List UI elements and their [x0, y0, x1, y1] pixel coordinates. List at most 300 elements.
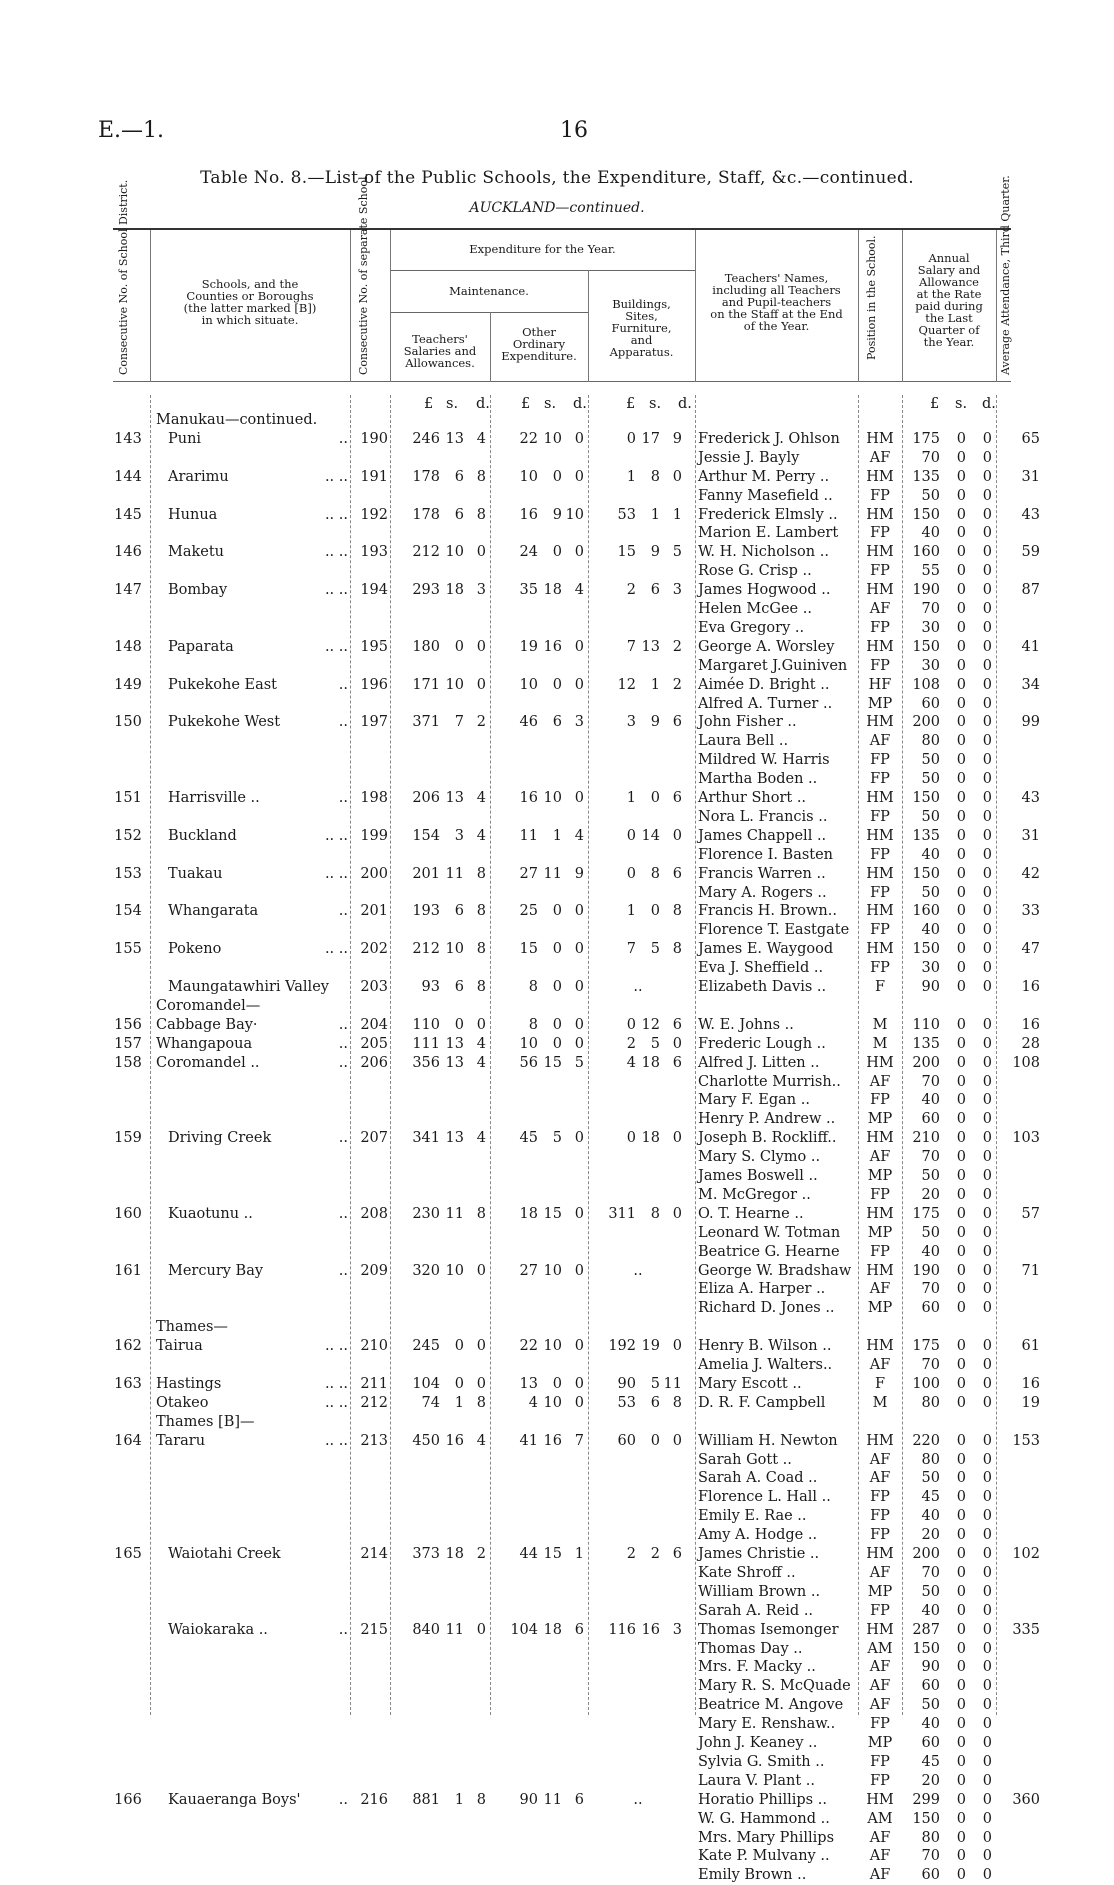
- school-name: Kuaotunu ..: [168, 1205, 253, 1222]
- annual-shillings: 0: [956, 771, 966, 788]
- teacher-name: Mary S. Clymo ..: [698, 1149, 821, 1166]
- other-pence: 0: [574, 638, 584, 655]
- annual-shillings: 0: [956, 1394, 966, 1411]
- salary-pence: 0: [476, 1375, 486, 1392]
- salary-pence: 0: [476, 1016, 486, 1033]
- annual-pence: 0: [982, 695, 992, 712]
- buildings-pence: 0: [672, 1338, 682, 1355]
- annual-pence: 0: [982, 1357, 992, 1373]
- separate-no: 212: [360, 1394, 388, 1411]
- salary-pence: 0: [476, 638, 486, 655]
- school-name: Hastings: [156, 1375, 222, 1392]
- school-name: Paparata: [168, 638, 234, 655]
- annual-pounds: 100: [912, 1375, 940, 1392]
- teacher-name: John Fisher ..: [698, 714, 797, 731]
- annual-pence: 0: [982, 1470, 992, 1487]
- salary-shillings: 11: [445, 865, 464, 882]
- school-leader: ..: [338, 1262, 348, 1279]
- annual-pounds: 190: [912, 1262, 940, 1279]
- buildings-pounds: 7: [626, 941, 636, 958]
- annual-shillings: 0: [956, 638, 966, 655]
- salary-pence: 0: [476, 1262, 486, 1279]
- salary-shillings: 11: [445, 1205, 464, 1222]
- buildings-pence: 2: [672, 676, 682, 693]
- annual-shillings: 0: [956, 1300, 966, 1317]
- buildings-pence: 0: [672, 827, 682, 844]
- position: FP: [870, 1489, 890, 1506]
- col-sep-9: [996, 230, 997, 382]
- buildings-shillings: 14: [641, 827, 660, 844]
- annual-pounds: 50: [921, 1470, 940, 1487]
- salary-shillings: 18: [445, 1546, 464, 1562]
- buildings-pence: 6: [672, 790, 682, 806]
- sal-pence: d.: [476, 396, 490, 412]
- buildings-shillings: 8: [650, 1205, 660, 1222]
- annual-pounds: 70: [921, 449, 940, 466]
- attendance: 33: [1021, 903, 1040, 920]
- table-row: [0, 1641, 1114, 1659]
- district-heading: Manukau—continued.: [156, 412, 318, 428]
- annual-shillings: 0: [956, 1829, 966, 1846]
- annual-shillings: 0: [956, 676, 966, 693]
- salary-shillings: 1: [454, 1394, 464, 1411]
- annual-pounds: 150: [912, 790, 940, 806]
- position: AF: [869, 1564, 891, 1581]
- position: FP: [870, 1753, 890, 1770]
- separate-no: 211: [360, 1375, 388, 1392]
- other-shillings: 0: [552, 676, 562, 693]
- annual-pence: 0: [982, 771, 992, 788]
- salary-pence: 8: [476, 468, 486, 485]
- annual-shillings: 0: [956, 827, 966, 844]
- position: HM: [866, 941, 894, 958]
- buildings-shillings: 8: [650, 468, 660, 485]
- salary-pounds: 881: [412, 1791, 440, 1808]
- salary-pence: 4: [476, 430, 486, 447]
- annual-pence: 0: [982, 1848, 992, 1865]
- annual-pence: 0: [982, 714, 992, 731]
- district-no: 166: [114, 1791, 142, 1808]
- other-pence: 5: [574, 1054, 584, 1071]
- salary-pounds: 245: [412, 1338, 440, 1355]
- separate-no: 194: [360, 582, 388, 599]
- separate-no: 200: [360, 865, 388, 882]
- table-row: [0, 1659, 1114, 1677]
- separate-no: 193: [360, 544, 388, 561]
- annual-shillings: 0: [956, 1735, 966, 1751]
- attendance: 19: [1021, 1394, 1040, 1411]
- position: HM: [866, 1338, 894, 1355]
- teacher-name: Emily E. Rae ..: [698, 1508, 807, 1525]
- annual-shillings: 0: [956, 1716, 966, 1733]
- annual-shillings: 0: [956, 1186, 966, 1203]
- position: FP: [870, 1243, 890, 1260]
- annual-pounds: 40: [921, 1716, 940, 1733]
- attendance: 335: [1012, 1621, 1040, 1638]
- teacher-name: Alfred J. Litten ..: [698, 1054, 820, 1071]
- header-separate-no: Consecutive No. of separate School.: [357, 173, 370, 375]
- buildings-shillings: 5: [650, 941, 660, 958]
- annual-pounds: 60: [921, 1300, 940, 1317]
- position: MP: [867, 1224, 893, 1241]
- district-no: 143: [114, 430, 142, 447]
- annual-shillings: 0: [956, 752, 966, 769]
- attendance: 34: [1021, 676, 1040, 693]
- other-pounds: 90: [519, 1791, 538, 1808]
- bld-pence: d.: [678, 396, 692, 412]
- attendance: 65: [1021, 430, 1040, 447]
- other-shillings: 10: [543, 790, 562, 806]
- position: FP: [870, 1186, 890, 1203]
- school-leader: .. ..: [324, 582, 348, 599]
- position: AF: [869, 1848, 891, 1865]
- annual-pence: 0: [982, 525, 992, 542]
- annual-pounds: 150: [912, 638, 940, 655]
- header-line: the Last: [925, 311, 973, 325]
- teacher-name: Laura Bell ..: [698, 733, 789, 750]
- district-no: 147: [114, 582, 142, 599]
- salary-pence: 8: [476, 1205, 486, 1222]
- school-leader: .. ..: [324, 1394, 348, 1411]
- annual-pence: 0: [982, 1281, 992, 1298]
- school-name: Pukekohe West: [168, 714, 281, 731]
- header-line: Salary and: [917, 263, 981, 277]
- buildings-pounds: 1: [626, 790, 636, 806]
- header-teachers: [695, 272, 858, 332]
- annual-shillings: 0: [956, 1016, 966, 1033]
- annual-pounds: 220: [912, 1432, 940, 1449]
- attendance: 31: [1021, 827, 1040, 844]
- annual-shillings: 0: [956, 790, 966, 806]
- annual-shillings: 0: [956, 1564, 966, 1581]
- annual-shillings: 0: [956, 1111, 966, 1128]
- salary-shillings: 13: [445, 790, 464, 806]
- school-leader: ..: [338, 1054, 348, 1071]
- school-name: Kauaeranga Boys': [168, 1791, 301, 1808]
- teacher-name: Arthur M. Perry ..: [698, 468, 830, 485]
- annual-pence: 0: [982, 808, 992, 825]
- annual-shillings: 0: [956, 1205, 966, 1222]
- position: AM: [867, 1810, 893, 1827]
- salary-pence: 4: [476, 1432, 486, 1449]
- other-shillings: 15: [543, 1546, 562, 1562]
- district-no: 150: [114, 714, 142, 731]
- annual-shillings: 0: [956, 525, 966, 542]
- annual-shillings: 0: [956, 1640, 966, 1657]
- ann-shilling: s.: [955, 396, 968, 412]
- annual-pounds: 80: [921, 1394, 940, 1411]
- annual-pence: 0: [982, 1564, 992, 1581]
- teacher-name: Alfred A. Turner ..: [698, 695, 833, 712]
- annual-pounds: 150: [912, 1640, 940, 1657]
- header-position: Position in the School.: [865, 235, 878, 360]
- ann-pence: d.: [982, 396, 996, 412]
- annual-pounds: 70: [921, 1564, 940, 1581]
- school-leader: ..: [338, 790, 348, 806]
- attendance: 87: [1021, 582, 1040, 599]
- position: MP: [867, 1111, 893, 1128]
- separate-no: 216: [360, 1791, 388, 1808]
- teacher-name: Beatrice M. Angove: [698, 1697, 844, 1714]
- attendance: 31: [1021, 468, 1040, 485]
- position: AF: [869, 1357, 891, 1373]
- teacher-name: Florence I. Basten: [698, 846, 834, 863]
- position: HM: [866, 1262, 894, 1279]
- annual-pounds: 175: [912, 430, 940, 447]
- salary-pounds: 450: [412, 1432, 440, 1449]
- buildings-pence: 1: [672, 506, 682, 523]
- annual-pence: 0: [982, 827, 992, 844]
- table-row: [0, 1867, 1114, 1885]
- annual-pounds: 135: [912, 827, 940, 844]
- annual-shillings: 0: [956, 1791, 966, 1808]
- annual-pence: 0: [982, 1016, 992, 1033]
- school-leader: .. ..: [324, 638, 348, 655]
- other-pounds: 19: [519, 638, 538, 655]
- annual-shillings: 0: [956, 657, 966, 674]
- other-shillings: 0: [552, 544, 562, 561]
- other-pounds: 27: [519, 865, 538, 882]
- annual-shillings: 0: [956, 884, 966, 901]
- annual-pounds: 175: [912, 1338, 940, 1355]
- other-shillings: 0: [552, 468, 562, 485]
- annual-pounds: 80: [921, 1829, 940, 1846]
- school-name: Cabbage Bay·: [156, 1016, 258, 1033]
- district-no: 157: [114, 1035, 142, 1052]
- annual-pounds: 40: [921, 922, 940, 939]
- teacher-name: Sarah A. Reid ..: [698, 1602, 814, 1619]
- position: F: [874, 979, 886, 995]
- school-leader: .. ..: [324, 1432, 348, 1449]
- other-pounds: 18: [519, 1205, 538, 1222]
- buildings-pence: 2: [672, 638, 682, 655]
- salary-pence: 8: [476, 506, 486, 523]
- school-name: Waiokaraka ..: [168, 1621, 268, 1638]
- teacher-name: Mrs. Mary Phillips: [698, 1829, 835, 1846]
- other-pence: 0: [574, 903, 584, 920]
- annual-shillings: 0: [956, 1357, 966, 1373]
- annual-pounds: 20: [921, 1186, 940, 1203]
- buildings-pence: 11: [663, 1375, 682, 1392]
- position: FP: [870, 846, 890, 863]
- annual-shillings: 0: [956, 808, 966, 825]
- school-name: Maketu: [168, 544, 225, 561]
- annual-pence: 0: [982, 1205, 992, 1222]
- other-shillings: 10: [543, 430, 562, 447]
- school-name: Waiotahi Creek: [168, 1546, 281, 1562]
- separate-no: 203: [360, 979, 388, 995]
- other-pence: 7: [574, 1432, 584, 1449]
- teacher-name: Henry P. Andrew ..: [698, 1111, 836, 1128]
- annual-pounds: 50: [921, 1224, 940, 1241]
- annual-pounds: 160: [912, 544, 940, 561]
- school-leader: .. ..: [324, 468, 348, 485]
- district-no: 163: [114, 1375, 142, 1392]
- school-leader: ..: [338, 1621, 348, 1638]
- salary-pence: 4: [476, 1130, 486, 1147]
- annual-shillings: 0: [956, 1375, 966, 1392]
- table-row: [0, 1319, 1114, 1337]
- annual-pence: 0: [982, 865, 992, 882]
- other-shillings: 6: [552, 714, 562, 731]
- header-expenditure: Expenditure for the Year.: [469, 242, 616, 256]
- salary-pence: 3: [476, 582, 486, 599]
- teacher-name: Sylvia G. Smith ..: [698, 1753, 825, 1770]
- annual-pence: 0: [982, 1243, 992, 1260]
- annual-pence: 0: [982, 1073, 992, 1090]
- attendance: 16: [1021, 1375, 1040, 1392]
- separate-no: 208: [360, 1205, 388, 1222]
- annual-pence: 0: [982, 487, 992, 504]
- table-row: [0, 563, 1114, 581]
- table-row: [0, 639, 1114, 657]
- table-row: [0, 1206, 1114, 1224]
- salary-pounds: 840: [412, 1621, 440, 1638]
- annual-pounds: 60: [921, 1678, 940, 1695]
- table-row: [0, 809, 1114, 827]
- annual-pence: 0: [982, 1753, 992, 1770]
- attendance: 28: [1021, 1035, 1040, 1052]
- school-leader: ..: [338, 430, 348, 447]
- table-row: [0, 507, 1114, 525]
- table-row: [0, 790, 1114, 808]
- position: FP: [870, 752, 890, 769]
- annual-pounds: 80: [921, 1451, 940, 1468]
- header-line: paid during: [915, 299, 983, 313]
- salary-pence: 8: [476, 903, 486, 920]
- table-row: [0, 922, 1114, 940]
- annual-pence: 0: [982, 1640, 992, 1657]
- annual-pounds: 45: [921, 1489, 940, 1506]
- sal-shilling: s.: [446, 396, 459, 412]
- teacher-name: D. R. F. Campbell: [698, 1394, 826, 1411]
- annual-pounds: 20: [921, 1527, 940, 1544]
- other-shillings: 0: [552, 1035, 562, 1052]
- teacher-name: Thomas Day ..: [698, 1640, 803, 1657]
- buildings-pence: 6: [672, 714, 682, 731]
- salary-shillings: 6: [454, 979, 464, 995]
- annual-pence: 0: [982, 1338, 992, 1355]
- salary-shillings: 10: [445, 941, 464, 958]
- buildings-pounds: 0: [626, 865, 636, 882]
- annual-pounds: 110: [912, 1016, 940, 1033]
- header-line: (the latter marked [B]): [183, 301, 317, 315]
- annual-shillings: 0: [956, 1262, 966, 1279]
- teacher-name: Henry B. Wilson ..: [698, 1338, 832, 1355]
- other-pence: 0: [574, 790, 584, 806]
- header-district-no: Consecutive No. of School District.: [117, 179, 130, 375]
- table-row: [0, 1811, 1114, 1829]
- annual-pounds: 60: [921, 695, 940, 712]
- other-pence: 0: [574, 468, 584, 485]
- annual-pounds: 40: [921, 1243, 940, 1260]
- annual-shillings: 0: [956, 865, 966, 882]
- school-leader: ..: [338, 1205, 348, 1222]
- school-name: Thames—: [156, 1319, 228, 1336]
- annual-pounds: 40: [921, 846, 940, 863]
- buildings-blank: ..: [633, 1262, 643, 1279]
- annual-pounds: 70: [921, 601, 940, 617]
- teacher-name: Sarah A. Coad ..: [698, 1470, 818, 1487]
- other-pounds: 15: [519, 941, 538, 958]
- annual-pence: 0: [982, 1546, 992, 1562]
- buildings-pence: 6: [672, 1546, 682, 1562]
- annual-pounds: 40: [921, 525, 940, 542]
- salary-shillings: 13: [445, 1130, 464, 1147]
- header-attendance: Average Attendance, Third Quarter.: [999, 175, 1012, 375]
- district-no: 145: [114, 506, 142, 523]
- annual-shillings: 0: [956, 1848, 966, 1865]
- buildings-pounds: 311: [608, 1205, 636, 1222]
- annual-shillings: 0: [956, 1432, 966, 1449]
- buildings-shillings: 0: [650, 790, 660, 806]
- teacher-name: Mary A. Rogers ..: [698, 884, 827, 901]
- maintenance-rule: [390, 312, 588, 313]
- other-pence: 0: [574, 1262, 584, 1279]
- position: AF: [869, 1451, 891, 1468]
- other-shillings: 11: [543, 1791, 562, 1808]
- teacher-name: Mary E. Renshaw..: [698, 1716, 836, 1733]
- annual-pounds: 50: [921, 808, 940, 825]
- salary-pence: 0: [476, 1338, 486, 1355]
- salary-shillings: 16: [445, 1432, 464, 1449]
- annual-pence: 0: [982, 544, 992, 561]
- table-row: [0, 412, 1114, 430]
- other-pounds: 35: [519, 582, 538, 599]
- school-name: Tairua: [156, 1338, 203, 1355]
- header-line: Other: [522, 325, 556, 339]
- annual-pence: 0: [982, 1527, 992, 1544]
- buildings-pounds: 192: [608, 1338, 636, 1355]
- other-pence: 0: [574, 1035, 584, 1052]
- sal-pound: £: [424, 396, 434, 412]
- annual-pounds: 60: [921, 1111, 940, 1128]
- buildings-pounds: 0: [626, 430, 636, 447]
- annual-pounds: 190: [912, 582, 940, 599]
- attendance: 102: [1012, 1546, 1040, 1562]
- annual-shillings: 0: [956, 941, 966, 958]
- other-pence: 0: [574, 979, 584, 995]
- teacher-name: Mary Escott ..: [698, 1375, 802, 1392]
- expenditure-rule: [390, 270, 695, 271]
- buildings-shillings: 13: [641, 638, 660, 655]
- teacher-name: Charlotte Murrish..: [698, 1073, 841, 1090]
- annual-pounds: 40: [921, 1602, 940, 1619]
- other-pounds: 44: [519, 1546, 538, 1562]
- position: FP: [870, 922, 890, 939]
- annual-pounds: 160: [912, 903, 940, 920]
- annual-pounds: 150: [912, 865, 940, 882]
- header-line: on the Staff at the End: [710, 307, 843, 321]
- annual-shillings: 0: [956, 1281, 966, 1298]
- teacher-name: W. E. Johns ..: [698, 1016, 794, 1033]
- annual-shillings: 0: [956, 1338, 966, 1355]
- annual-shillings: 0: [956, 1508, 966, 1525]
- table-row: [0, 1508, 1114, 1526]
- other-pence: 0: [574, 1394, 584, 1411]
- school-name: Otakeo: [156, 1394, 209, 1411]
- annual-pence: 0: [982, 1867, 992, 1884]
- buildings-pence: 8: [672, 903, 682, 920]
- salary-pounds: 201: [412, 865, 440, 882]
- table-row: [0, 1489, 1114, 1507]
- other-pence: 0: [574, 1338, 584, 1355]
- annual-shillings: 0: [956, 1867, 966, 1884]
- district-no: 146: [114, 544, 142, 561]
- separate-no: 201: [360, 903, 388, 920]
- annual-pence: 0: [982, 1168, 992, 1184]
- salary-pence: 0: [476, 1621, 486, 1638]
